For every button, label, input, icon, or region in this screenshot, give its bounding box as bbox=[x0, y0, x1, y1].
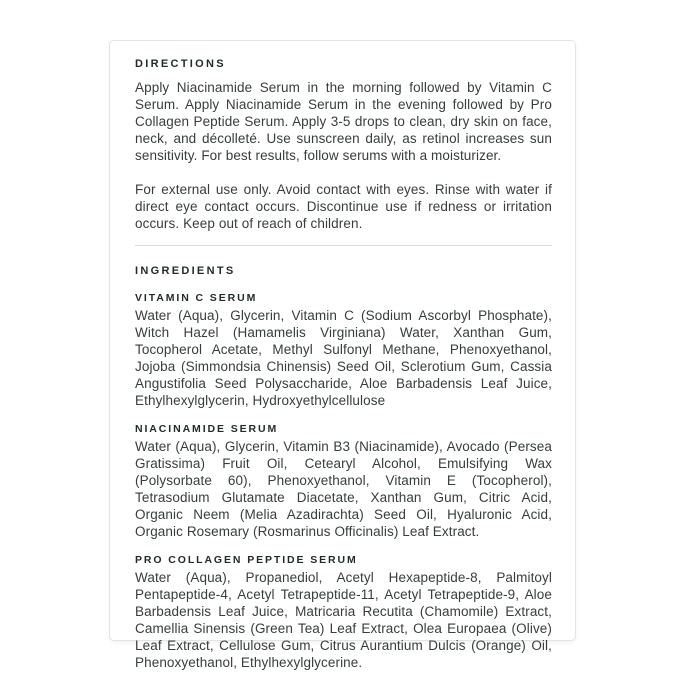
ingredient-section-pro-collagen bbox=[135, 554, 552, 671]
niacinamide-serum-ingredients: Water (Aqua), Glycerin, Vitamin B3 (Niacinamide), Avocado (Persea Gratissima) Fruit Oil, Cetearyl Alcohol, Emulsifying Wax (Polysorbate 60), Phenoxyethanol, Vitamin E (Tocopherol), Tetrasodium Glutamate Diacetate, Xanthan Gum, Citric Acid, Organic Neem (Melia Azadirachta) Seed Oil, Hyaluronic Acid, Organic Rosemary (Rosmarinus Officinalis) Leaf Extract. bbox=[135, 439, 552, 539]
ingredient-section-niacinamide bbox=[135, 423, 552, 540]
section-divider bbox=[135, 245, 552, 246]
product-info-card bbox=[109, 40, 576, 670]
vitamin-c-serum-ingredients: Water (Aqua), Glycerin, Vitamin C (Sodium Ascorbyl Phosphate), Witch Hazel (Hamamelis Virginiana) Water, Xanthan Gum, Tocopherol Acetate, Methyl Sulfonyl Methane, Phenoxyethanol, Jojoba (Simmondsia Chinensis) Seed Oil, Sclerotium Gum, Cassia Angustifolia Seed Polysaccharide, Aloe Barbadensis Leaf Juice, Ethylhexylglycerin, Hydroxyethylcellulose bbox=[135, 308, 552, 408]
vitamin-c-serum-title: VITAMIN C SERUM bbox=[135, 292, 258, 304]
directions-paragraph-warning: For external use only. Avoid contact with eyes. Rinse with water if direct eye contact occurs. Discontinue use if redness or irritation occurs. Keep out of reach of children. bbox=[135, 182, 552, 231]
niacinamide-serum-title: NIACINAMIDE SERUM bbox=[135, 423, 279, 435]
directions-heading: DIRECTIONS bbox=[135, 58, 226, 70]
ingredients-heading: INGREDIENTS bbox=[135, 265, 236, 277]
directions-paragraph-usage: Apply Niacinamide Serum in the morning followed by Vitamin C Serum. Apply Niacinamide Serum in the evening followed by Pro Collagen Peptide Serum. Apply 3-5 drops to clean, dry skin on face, neck, and décolleté. Use sunscreen daily, as retinol increases sun sensitivity. For best results, follow serums with a moisturizer. bbox=[135, 80, 552, 163]
pro-collagen-peptide-serum-ingredients: Water (Aqua), Propanediol, Acetyl Hexapeptide-8, Palmitoyl Pentapeptide-4, Acetyl Tetrapeptide-11, Acetyl Tetrapeptide-9, Aloe Barbadensis Leaf Juice, Matricaria Recutita (Chamomile) Extract, Camellia Sinensis (Green Tea) Leaf Extract, Olea Europaea (Olive) Leaf Extract, Cellulose Gum, Citrus Aurantium Dulcis (Orange) Oil, Phenoxyethanol, Ethylhexylglycerine. bbox=[135, 570, 552, 670]
ingredient-section-vitamin-c bbox=[135, 292, 552, 409]
pro-collagen-peptide-serum-title: PRO COLLAGEN PEPTIDE SERUM bbox=[135, 554, 358, 566]
